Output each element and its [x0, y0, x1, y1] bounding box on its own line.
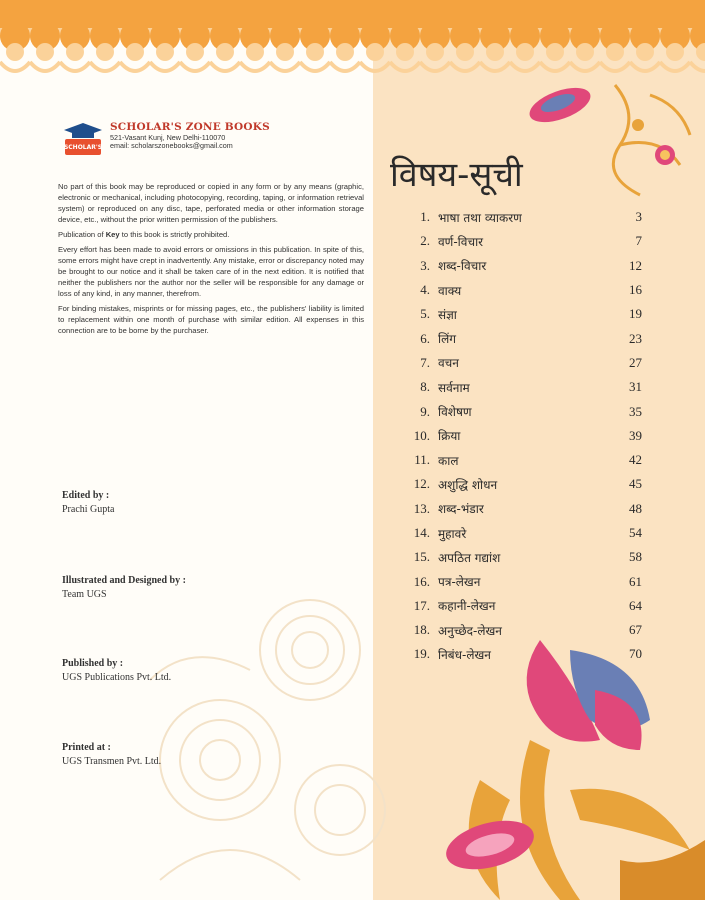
contents-row	[396, 472, 642, 496]
credit-value: UGS Publications Pvt. Ltd.	[62, 672, 172, 683]
contents-row	[396, 205, 642, 229]
credit-published	[62, 658, 171, 683]
credit-value: Prachi Gupta	[62, 504, 115, 515]
contents-page-number: 7	[635, 233, 642, 249]
graduation-cap-icon	[62, 121, 104, 157]
credit-label: Published by :	[62, 658, 124, 669]
contents-page-number: 48	[629, 500, 642, 516]
contents-row	[396, 569, 642, 593]
contents-page-number: 23	[629, 330, 642, 346]
contents-number: 2.	[420, 233, 430, 249]
legal-key-text: Key	[105, 230, 120, 239]
contents-page-number: 19	[629, 306, 642, 322]
legal-text: Publication of	[58, 230, 106, 239]
contents-chapter: शब्द-विचार	[438, 259, 487, 274]
contents-number: 14.	[413, 525, 430, 540]
contents-number: 17.	[413, 597, 430, 613]
publisher-logo	[62, 121, 104, 157]
contents-chapter: कहानी-लेखन	[438, 599, 496, 614]
contents-chapter: पत्र-लेखन	[438, 575, 481, 590]
contents-page-number: 67	[629, 622, 642, 638]
contents-page-number: 31	[629, 379, 642, 395]
legal-paragraph: Every effort has been made to avoid errors or omissions in this publication. In spite of this, some errors might have crept in inadvertently. Any mistake, error or discrepancy noted may be brought to our notice and it shall be taken care of in the next edition. It is notified that neither the publishers nor the author nor the seller will be responsible for any damage or loss of any kind, in any manner, therefrom.	[58, 245, 364, 298]
contents-page-number: 3	[635, 209, 642, 225]
contents-row	[396, 399, 642, 423]
contents-row	[396, 521, 642, 545]
publisher-address: 521-Vasant Kunj, New Delhi-110070	[110, 132, 226, 142]
legal-paragraph: For binding mistakes, misprints or for missing pages, etc., the publishers' liability is limited to replacement within one month of purchase with similar edition. All expenses in this connection are to be borne by the purchaser.	[58, 304, 364, 335]
contents-chapter: अपठित गद्यांश	[438, 550, 501, 565]
contents-number: 8.	[420, 379, 430, 395]
credit-label: Illustrated and Designed by :	[62, 575, 186, 586]
contents-number: 18.	[413, 622, 430, 638]
contents-page-number: 35	[629, 403, 642, 419]
contents-row	[396, 302, 642, 326]
contents-chapter: अशुद्धि शोधन	[438, 477, 498, 492]
contents-number: 11.	[414, 452, 430, 468]
credit-printed	[62, 742, 161, 767]
credit-value: UGS Transmen Pvt. Ltd.	[62, 756, 162, 767]
credit-label: Edited by :	[62, 490, 110, 501]
contents-row	[396, 351, 642, 375]
contents-number: 5.	[420, 306, 430, 322]
contents-row	[396, 278, 642, 302]
contents-chapter: विशेषण	[438, 405, 472, 420]
contents-row	[396, 448, 642, 472]
contents-row	[396, 254, 642, 278]
legal-paragraph: No part of this book may be reproduced or copied in any form or by any means (graphic, electronic or mechanical, including photocopying, recording, taping, or information retrieval system) or reproduced on any disc, tape, perforated media or other information storage device, etc., without the prior written permission of the publishers.	[58, 182, 364, 224]
lace-pattern-decoration	[150, 560, 390, 900]
legal-text: to this book is strictly prohibited.	[119, 230, 230, 239]
contents-number: 12.	[413, 476, 430, 492]
publisher-name: SCHOLAR'S ZONE BOOKS	[110, 121, 270, 133]
contents-number: 10.	[413, 427, 430, 443]
flower-ornament-top	[520, 75, 705, 205]
contents-row	[396, 375, 642, 399]
copyright-notice	[58, 181, 364, 340]
contents-page-number: 39	[629, 427, 642, 443]
contents-number: 1.	[420, 209, 430, 225]
contents-chapter: काल	[438, 453, 459, 468]
contents-page-number: 45	[629, 476, 642, 492]
contents-row	[396, 642, 642, 666]
logo-text: SCHOLAR'S	[63, 144, 103, 151]
contents-page-number: 42	[629, 452, 642, 468]
contents-chapter: वाक्य	[438, 283, 462, 298]
contents-chapter: वचन	[438, 356, 459, 371]
contents-number: 16.	[413, 573, 430, 589]
contents-number: 19.	[413, 646, 430, 662]
contents-row	[396, 594, 642, 618]
contents-row	[396, 545, 642, 569]
credit-illustrated	[62, 575, 186, 600]
contents-chapter: अनुच्छेद-लेखन	[438, 623, 502, 638]
contents-title: विषय-सूची	[390, 155, 523, 195]
contents-number: 15.	[413, 549, 430, 565]
contents-number: 13.	[413, 500, 430, 516]
contents-page-number: 16	[629, 282, 642, 298]
contents-number: 4.	[420, 282, 430, 298]
publisher-block	[62, 121, 270, 157]
contents-page-number: 58	[629, 549, 642, 565]
legal-paragraph	[58, 229, 364, 240]
contents-chapter: भाषा तथा व्याकरण	[438, 210, 522, 225]
contents-chapter: वर्ण-विचार	[438, 234, 484, 249]
contents-chapter: संज्ञा	[438, 307, 457, 322]
contents-chapter: शब्द-भंडार	[438, 502, 484, 517]
contents-page-number: 12	[629, 257, 642, 273]
publisher-email: email: scholarszonebooks@gmail.com	[110, 141, 233, 151]
contents-row	[396, 618, 642, 642]
contents-page-number: 70	[629, 646, 642, 662]
credit-value: Team UGS	[62, 589, 107, 600]
contents-chapter: मुहावरे	[438, 526, 467, 541]
contents-chapter: लिंग	[438, 332, 457, 347]
contents-chapter: क्रिया	[438, 429, 461, 444]
contents-row	[396, 229, 642, 253]
credit-edited	[62, 490, 115, 515]
contents-row	[396, 497, 642, 521]
contents-number: 6.	[420, 330, 430, 346]
contents-number: 9.	[420, 403, 430, 419]
contents-number: 3.	[420, 257, 430, 273]
contents-page-number: 61	[629, 573, 642, 589]
credit-label: Printed at :	[62, 742, 111, 753]
flower-ornament-bottom	[420, 630, 705, 900]
contents-page-number: 27	[629, 354, 642, 370]
contents-chapter: सर्वनाम	[438, 380, 470, 395]
contents-list	[396, 205, 642, 667]
contents-page-number: 64	[629, 597, 642, 613]
contents-number: 7.	[420, 354, 430, 370]
contents-row	[396, 424, 642, 448]
contents-page-number: 54	[629, 525, 642, 540]
contents-row	[396, 326, 642, 350]
contents-chapter: निबंध-लेखन	[438, 647, 491, 662]
